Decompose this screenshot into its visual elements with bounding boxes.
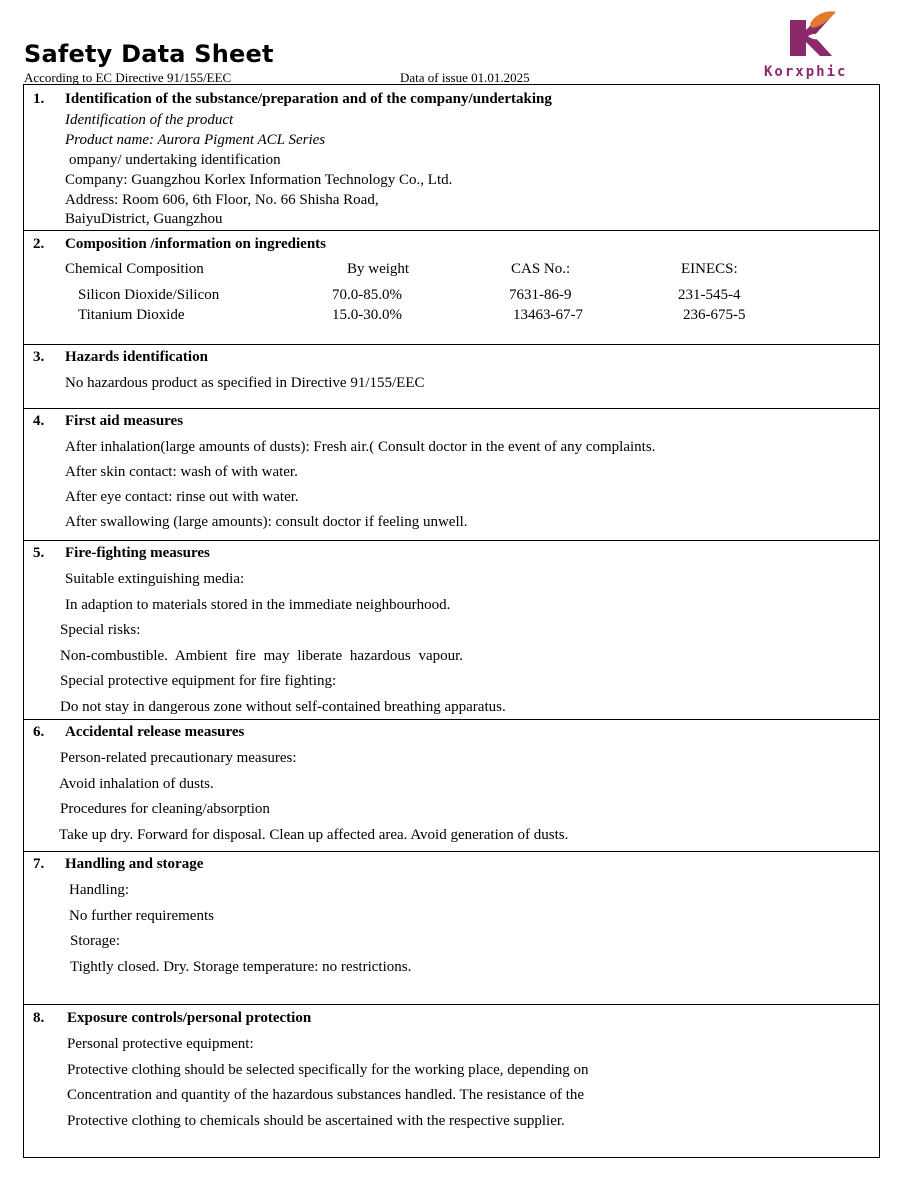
- section-line: Personal protective equipment:: [67, 1036, 254, 1052]
- section-heading: First aid measures: [65, 413, 184, 429]
- section-line: Non-combustible. Ambient fire may liberate hazardous vapour.: [60, 648, 464, 664]
- section-line: Special risks:: [60, 622, 141, 638]
- section-line: No further requirements: [69, 908, 214, 924]
- section-number: 3.: [33, 349, 45, 365]
- section-heading: Hazards identification: [65, 349, 208, 365]
- ingredient-weight: 70.0-85.0%: [332, 287, 402, 303]
- section-heading: Exposure controls/personal protection: [67, 1010, 312, 1026]
- directive-reference: According to EC Directive 91/155/EEC: [24, 70, 232, 85]
- column-header-composition: Chemical Composition: [65, 261, 204, 277]
- ingredient-name: Silicon Dioxide/Silicon: [78, 287, 220, 303]
- section-number: 7.: [33, 856, 45, 872]
- section-heading: Accidental release measures: [65, 724, 245, 740]
- ingredient-cas: 7631-86-9: [509, 287, 572, 303]
- section-line: In adaption to materials stored in the immediate neighbourhood.: [65, 597, 451, 613]
- column-header-cas: CAS No.:: [511, 261, 571, 277]
- section-line: Avoid inhalation of dusts.: [59, 776, 214, 792]
- page-title: Safety Data Sheet: [24, 40, 274, 68]
- section-line: Handling:: [69, 882, 129, 898]
- section-number: 4.: [33, 413, 45, 429]
- section-line: Procedures for cleaning/absorption: [60, 801, 270, 817]
- section-first-aid: [24, 409, 879, 541]
- logo-mark-icon: [780, 6, 840, 64]
- logo-wordmark: Korxphic: [764, 64, 848, 80]
- section-accidental-release: [24, 720, 879, 852]
- section-line: Tightly closed. Dry. Storage temperature: no restrictions.: [70, 959, 412, 975]
- section-line: After skin contact: wash of with water.: [65, 464, 298, 480]
- section-line: Protective clothing should be selected specifically for the working place, depending on: [67, 1062, 589, 1078]
- ingredient-einecs: 236-675-5: [683, 307, 746, 323]
- section-line: Special protective equipment for fire fighting:: [60, 673, 337, 689]
- section-number: 1.: [33, 91, 45, 107]
- section-line: After inhalation(large amounts of dusts): Fresh air.( Consult doctor in the event of any complaints.: [65, 439, 656, 455]
- ingredient-einecs: 231-545-4: [678, 287, 741, 303]
- section-line: Suitable extinguishing media:: [65, 571, 245, 587]
- section-line: Take up dry. Forward for disposal. Clean up affected area. Avoid generation of dusts.: [59, 827, 569, 843]
- ingredient-name: Titanium Dioxide: [78, 307, 185, 323]
- section-line: After swallowing (large amounts): consult doctor if feeling unwell.: [65, 514, 468, 530]
- section-heading: Composition /information on ingredients: [65, 236, 326, 252]
- section-number: 2.: [33, 236, 45, 252]
- company-district: BaiyuDistrict, Guangzhou: [65, 211, 223, 227]
- section-line: Person-related precautionary measures:: [60, 750, 297, 766]
- section-number: 8.: [33, 1010, 45, 1026]
- section-number: 5.: [33, 545, 45, 561]
- section-fire-fighting: [24, 541, 879, 720]
- section-line: No hazardous product as specified in Directive 91/155/EEC: [65, 375, 425, 391]
- section-line: ompany/ undertaking identification: [69, 152, 281, 168]
- section-line: Protective clothing to chemicals should be ascertained with the respective supplier.: [67, 1113, 565, 1129]
- column-header-einecs: EINECS:: [681, 261, 738, 277]
- product-name: Product name: Aurora Pigment ACL Series: [65, 132, 326, 148]
- section-line: Identification of the product: [65, 112, 234, 128]
- company-logo: [760, 6, 870, 84]
- sds-table: [23, 84, 880, 1158]
- section-line: Storage:: [70, 933, 120, 949]
- section-heading: Identification of the substance/preparation and of the company/undertaking: [65, 91, 552, 107]
- section-line: Concentration and quantity of the hazardous substances handled. The resistance of the: [67, 1087, 585, 1103]
- section-line: After eye contact: rinse out with water.: [65, 489, 299, 505]
- column-header-weight: By weight: [347, 261, 410, 277]
- section-heading: Fire-fighting measures: [65, 545, 210, 561]
- section-identification: [24, 85, 879, 231]
- section-exposure-controls: [24, 1005, 879, 1157]
- section-handling-storage: [24, 852, 879, 1005]
- company-name: Company: Guangzhou Korlex Information Technology Co., Ltd.: [65, 172, 453, 188]
- section-number: 6.: [33, 724, 45, 740]
- section-line: Do not stay in dangerous zone without self-contained breathing apparatus.: [60, 699, 506, 715]
- company-address: Address: Room 606, 6th Floor, No. 66 Shisha Road,: [65, 192, 379, 208]
- ingredient-cas: 13463-67-7: [513, 307, 583, 323]
- issue-date: Data of issue 01.01.2025: [400, 70, 530, 85]
- ingredient-weight: 15.0-30.0%: [332, 307, 402, 323]
- section-composition: [24, 231, 879, 345]
- section-heading: Handling and storage: [65, 856, 204, 872]
- section-hazards: [24, 345, 879, 409]
